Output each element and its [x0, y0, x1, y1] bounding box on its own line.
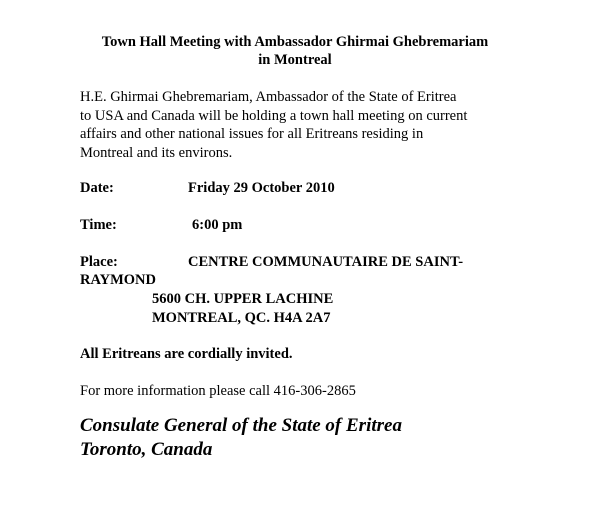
place-address-line-2: MONTREAL, QC. H4A 2A7: [152, 310, 331, 326]
place-label: Place:: [80, 254, 118, 270]
document-title: [40, 33, 550, 69]
time-value: 6:00 pm: [192, 217, 243, 233]
title-line-1: Town Hall Meeting with Ambassador Ghirmai Ghebremariam: [101, 34, 489, 50]
intro-line-2: to USA and Canada will be holding a town hall meeting on current: [80, 107, 468, 124]
title-line-2: in Montreal: [258, 52, 332, 68]
place-name-part-2: RAYMOND: [80, 272, 156, 288]
signature-line-1: Consulate General of the State of Eritrea: [80, 415, 402, 436]
date-label: Date:: [80, 180, 114, 196]
signature-line-2: Toronto, Canada: [80, 439, 213, 460]
place-address-line-1: 5600 CH. UPPER LACHINE: [152, 291, 334, 307]
date-value: Friday 29 October 2010: [188, 180, 335, 196]
intro-paragraph: [80, 88, 560, 162]
intro-line-4: Montreal and its environs.: [80, 144, 233, 161]
signature-block: [80, 414, 402, 462]
intro-line-3: affairs and other national issues for all Eritreans residing in: [80, 126, 424, 142]
invitation-text: All Eritreans are cordially invited.: [80, 346, 293, 362]
contact-text: For more information please call 416-306-2865: [80, 383, 356, 399]
intro-line-1: H.E. Ghirmai Ghebremariam, Ambassador of the State of Eritrea: [80, 89, 457, 105]
time-label: Time:: [80, 217, 117, 233]
place-name-part-1: CENTRE COMMUNAUTAIRE DE SAINT-: [188, 254, 464, 270]
